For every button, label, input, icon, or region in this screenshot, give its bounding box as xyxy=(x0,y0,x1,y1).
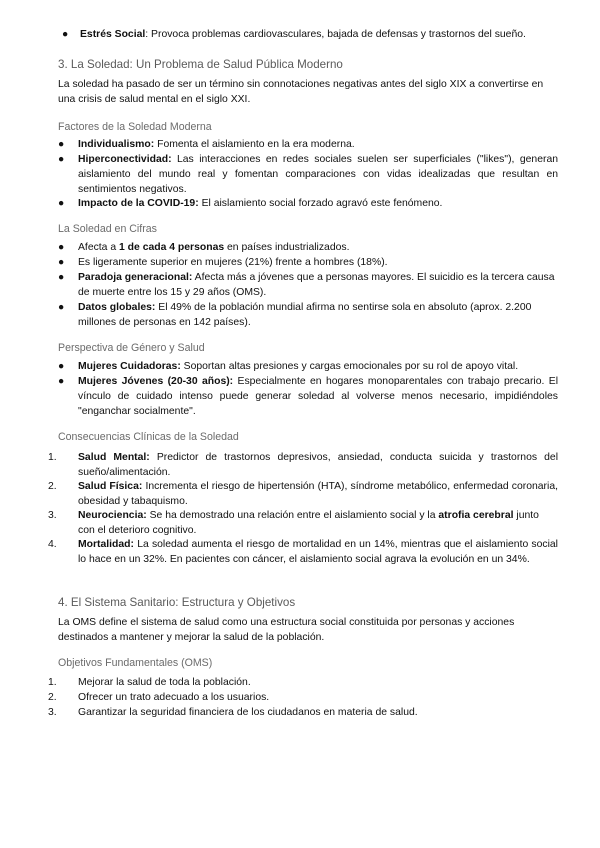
list-number: 2. xyxy=(48,481,57,492)
item-text: Fomenta el aislamiento en la era moderna. xyxy=(154,139,355,150)
item-term: Mujeres Jóvenes (20-30 años): xyxy=(78,376,234,387)
list-number: 1. xyxy=(48,677,57,688)
section-4-intro: La OMS define el sistema de salud como una estructura social constituida por personas y acciones destinados a mantener y mejorar la salud de la población. xyxy=(58,617,515,643)
list-number: 3. xyxy=(48,707,57,718)
genero-heading: Perspectiva de Género y Salud xyxy=(58,342,205,354)
item-text: Mejorar la salud de toda la población. xyxy=(78,677,251,688)
list-item xyxy=(58,359,558,374)
list-item xyxy=(58,196,558,211)
item-term: Salud Mental: xyxy=(78,452,150,463)
item-term: Individualismo: xyxy=(78,139,155,150)
item-text: Soportan altas presiones y cargas emocionales por su rol de apoyo vital. xyxy=(180,361,519,372)
list-item xyxy=(48,479,558,509)
section-4-heading: 4. El Sistema Sanitario: Estructura y Objetivos xyxy=(58,596,296,609)
item-text: en países industrializados. xyxy=(224,242,350,253)
list-item xyxy=(48,537,558,567)
bullet-icon: ● xyxy=(58,302,65,313)
list-number: 2. xyxy=(48,692,57,703)
bullet-icon: ● xyxy=(58,154,65,165)
list-item xyxy=(58,300,558,330)
item-term: Mortalidad: xyxy=(78,539,134,550)
item-term: Neurociencia: xyxy=(78,510,147,521)
list-number: 4. xyxy=(48,539,57,550)
bullet-icon: ● xyxy=(58,257,65,268)
bullet-icon: ● xyxy=(58,361,65,372)
objetivos-heading: Objetivos Fundamentales (OMS) xyxy=(58,657,213,669)
list-item xyxy=(48,675,548,690)
item-text: Incrementa el riesgo de hipertensión (HTA), síndrome metabólico, enfermedad coronaria, obesidad y tabaquismo. xyxy=(78,481,558,507)
bullet-icon: ● xyxy=(58,139,65,150)
list-number: 3. xyxy=(48,510,57,521)
item-term: Hiperconectividad: xyxy=(78,154,172,165)
item-term: 1 de cada 4 personas xyxy=(119,242,225,253)
item-term: Datos globales: xyxy=(78,302,156,313)
item-text: Afecta más a jóvenes que a personas mayores. El suicidio es la tercera causa de muerte entre los 15 y 29 años (OMS). xyxy=(78,272,555,298)
item-text: Las interacciones en redes sociales suelen ser superficiales ("likes"), generan aislamiento del mundo real y fomentan comparaciones con vidas idealizadas que resultan en sentimientos negativos. xyxy=(78,154,558,195)
list-item-estres-social xyxy=(58,27,558,42)
list-item xyxy=(58,255,558,270)
item-term: atrofia cerebral xyxy=(438,510,514,521)
item-text: Ofrecer un trato adecuado a los usuarios. xyxy=(78,692,270,703)
item-text: Garantizar la seguridad financiera de los ciudadanos en materia de salud. xyxy=(78,707,418,718)
bullet-icon: ● xyxy=(62,29,69,40)
list-item xyxy=(58,270,558,300)
bullet-icon: ● xyxy=(58,242,65,253)
item-text: El 49% de la población mundial afirma no sentirse sola en absoluto (aprox. 2.200 millones de personas en 142 países). xyxy=(78,302,532,328)
item-term: Paradoja generacional: xyxy=(78,272,193,283)
list-item xyxy=(48,450,558,480)
item-text: Es ligeramente superior en mujeres (21%) frente a hombres (18%). xyxy=(78,257,388,268)
list-item xyxy=(58,374,558,419)
list-number: 1. xyxy=(48,452,57,463)
cifras-heading: La Soledad en Cifras xyxy=(58,223,157,235)
consecuencias-heading: Consecuencias Clínicas de la Soledad xyxy=(58,431,239,443)
bullet-icon: ● xyxy=(58,272,65,283)
list-item xyxy=(58,137,558,152)
bullet-icon: ● xyxy=(58,198,65,209)
list-item xyxy=(48,690,548,705)
item-term: Estrés Social xyxy=(80,29,146,40)
item-text: : Provoca problemas cardiovasculares, bajada de defensas y trastornos del sueño. xyxy=(145,29,526,40)
list-item xyxy=(48,705,548,720)
section-3-heading: 3. La Soledad: Un Problema de Salud Pública Moderno xyxy=(58,58,343,71)
item-text: La soledad aumenta el riesgo de mortalidad en un 14%, mientras que el aislamiento social lo hace en un 32%. En pacientes con cáncer, el aislamiento social agrava la evolución en un 34%. xyxy=(78,539,558,565)
item-text: Especialmente en hogares monoparentales con trabajo precario. El vínculo de cuidado intenso puede generar soledad al volverse menos necesario, impidiéndoles "enganchar socialmente". xyxy=(78,376,558,417)
item-text: El aislamiento social forzado agravó este fenómeno. xyxy=(198,198,443,209)
item-term: Mujeres Cuidadoras: xyxy=(78,361,181,372)
list-item xyxy=(48,508,558,538)
item-term: Impacto de la COVID-19: xyxy=(78,198,199,209)
list-item xyxy=(58,152,558,197)
item-term: Salud Física: xyxy=(78,481,143,492)
item-text: junto con el deterioro cognitivo. xyxy=(78,510,539,536)
item-text: Afecta a xyxy=(78,242,120,253)
list-item xyxy=(58,240,558,255)
section-3-intro: La soledad ha pasado de ser un término sin connotaciones negativas antes del siglo XIX a convertirse en una crisis de salud mental en el siglo XXI. xyxy=(58,79,544,105)
item-text: Predictor de trastornos depresivos, ansiedad, conducta suicida y trastornos del sueño/alimentación. xyxy=(78,452,559,478)
bullet-icon: ● xyxy=(58,376,65,387)
item-text: Se ha demostrado una relación entre el aislamiento social y la xyxy=(146,510,439,521)
factores-heading: Factores de la Soledad Moderna xyxy=(58,121,212,133)
